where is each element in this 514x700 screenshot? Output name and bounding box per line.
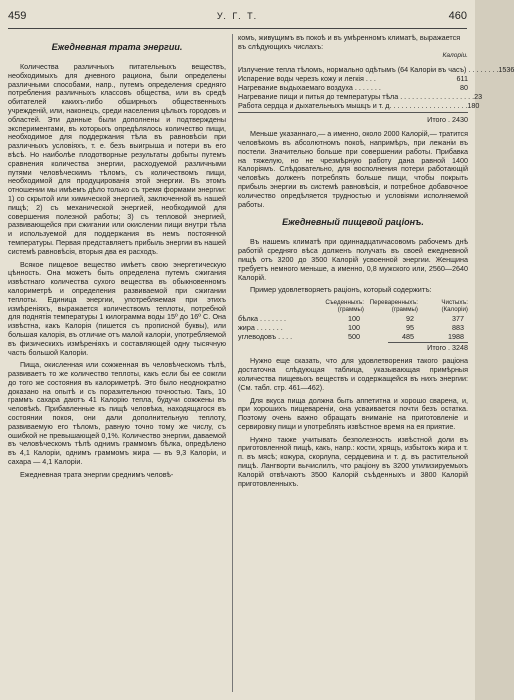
page-number-right: 460	[448, 10, 467, 22]
right-paragraph-3: Пример удовлетворяетъ рацiонъ, который содержитъ:	[250, 285, 432, 295]
nutrient-digested: 92	[406, 314, 414, 324]
energy-row-label: Нагревание пищи и питья до температуры тѣла . . . . . . . . . . . . . . . . . . .	[238, 91, 475, 101]
nutrient-name: жира . . . . . . .	[238, 322, 283, 332]
energy-row-value: 80	[460, 82, 468, 92]
energy-expenditure-table	[238, 65, 514, 125]
header-rule	[8, 28, 467, 29]
nutrient-digested: 95	[406, 322, 414, 332]
header-eaten: Съеденныхъ: (граммы)	[325, 299, 364, 314]
energy-row-value: 1536	[498, 65, 514, 75]
right-paragraph-4: Нужно еще сказать, что для удовлетворения такого рацiона достаточна слѣдующая таблица, указывающая примѣрныя количества пищевыхъ веществъ и содержащейся въ нихъ энергии: (См. табл. стр. 461—462).	[238, 356, 468, 392]
right-paragraph-6: Нужно также учитывать безполезность извѣстной доли въ приготовленной пищѣ, какъ, напр.: кости, хрящъ, избытокъ жира и т. п. въ мясѣ; кожура, скорлупа, сердцевина и т. д. въ растительной пищѣ. Лангворти вычислилъ, что рацiону въ 3200 утилизируемыхъ Калорій отвѣчаютъ 3500 Калорій съѣденныхъ и 3800 Калорій приготовленныхъ.	[238, 434, 468, 488]
nutrient-calories: 1988	[448, 331, 464, 341]
calories-unit-label: Калоріи.	[442, 51, 468, 59]
energy-row-label: Излучение тепла тѣломъ, нормально одѣтымъ (64 Калоріи въ часъ) . . . . . . . .	[238, 65, 499, 75]
nutrient-digested: 485	[402, 331, 414, 341]
nutrient-name: углеводовъ . . . .	[238, 331, 293, 341]
nutrient-row	[238, 333, 468, 342]
header-calories: Чистыхъ: (Калоріи)	[441, 299, 468, 314]
nutrient-total: Итого . 3248	[427, 342, 468, 352]
right-column	[238, 33, 514, 694]
energy-total-rule	[238, 112, 468, 113]
energy-row-label: Работа сердца и дыхательныхъ мышцъ и т. д. . . . . . . . . . . . . . . . . . . .	[238, 100, 468, 110]
energy-row-value: 23	[474, 91, 483, 101]
energy-row-label: Испарение воды черезъ кожу и легкія . . .	[238, 74, 376, 84]
nutrient-name: бѣлка . . . . . . .	[238, 314, 286, 324]
nutrient-eaten: 500	[348, 331, 360, 341]
page-header	[8, 6, 467, 26]
energy-row	[238, 100, 480, 111]
left-paragraph-1: Количества различныхъ питательныхъ веществъ, необходимыхъ для дневного рациона, были определены различными способами, напр., путемъ определения средняго потребления различныхъ классовъ общества, или въ средѣ обитателей какихъ-либо обширныхъ общественныхъ учрежденій, или, наконецъ, среди населения цѣлыхъ городовъ и областей. Эти данные были дополнены и подтверждены экспериментами, въ которыхъ опредѣлялось количество пищи, необходимое для поддержания тѣла въ равновѣсіи при различныхъ условіяхъ, т. е. безъ выигрыша и потери въ его вѣсѣ. Но наиболѣе плодотворные результаты добыты путемъ сравнения количества энергии, расходуемой различными путями человѣческимъ тѣломъ, съ количествомъ пищи, необходимой для продуцированія этой энергии. Въ этомъ отношении мы имѣемъ дѣло только съ тремя формами энергии: 1) со скрытой или химической энергией, заключенной въ нашей пищѣ; 2) съ механической энергией, необходимой для совершения полезной работы; 3) съ тепловой энергией, развивающейся при сжигании или окислении пищи внутри тѣла и используемой для поддержания въ немъ постоянной температуры. Первая представляетъ прибыль энергии въ нашей системѣ равновѣсія, вторыя два ея расходъ.	[8, 62, 226, 256]
nutrient-table-header	[238, 299, 468, 313]
left-column	[8, 34, 226, 694]
nutrient-calories: 883	[452, 322, 464, 332]
nutrient-calories: 377	[452, 314, 464, 324]
right-paragraph-2: Въ нашемъ климатѣ при одиннадцатичасовомъ рабочемъ днѣ работій средняго вѣса долженъ получать въ своей ежедневной пищѣ отъ 3200 до 3500 Калорій усвоенной энергии. Женщина требуетъ немного меньше, а именно, 0,8 мужского или, 2560—2640 Калорій.	[238, 237, 468, 282]
left-paragraph-3: Пища, окисленная или сожженная въ человѣческомъ тѣлѣ, развиваетъ то же количество теплоты, какъ если бы ее сожгли до того же состояния въ калориметрѣ. Это было неоднократно доказано на опытѣ и съ поразительною точностью. Такъ, 10 граммъ сахара даютъ 41 Калорію тепла, будучи сожжены въ человѣкѣ. Прибавленные къ пищѣ человѣка, находящагося въ состоянии покоя, они дали дополнительную теплоту, развиваемую его тѣломъ, равную точно тому же числу, съ ошибкой не превышающей 0,1%. Количество энергии, даваемой въ человѣческомъ тѣлѣ однимъ граммомъ бѣлка, опредѣлено въ 4,1 Калоріи, однимъ граммомъ жира — въ 9,3 Калоріи, и сахара — 4,1 Калоріи.	[8, 360, 226, 467]
section-title-energy: Ежедневная трата энергии.	[51, 42, 183, 52]
nutrient-eaten: 100	[348, 314, 360, 324]
energy-row-label: Нагревание выдыхаемаго воздуха . . . . . . .	[238, 82, 381, 92]
energy-row-value: 180	[467, 100, 480, 110]
energy-row-value: 611	[456, 74, 468, 84]
right-paragraph-5: Для вкуса пища должна быть аппетитна и хорошо сварена, и, при хорошихъ пищевареніи, она усваивается почти безъ остатка. Поэтому очень важно обращать вниманіе на приготовленіе и сервировку пищи и употреблять извѣстное время на ея приятие.	[238, 395, 468, 431]
energy-total: Итого . 2430	[427, 115, 468, 125]
left-paragraph-2: Всякое пищевое вещество имѣетъ свою энергетическую цѣнность. Она можетъ быть определена путемъ сжигания извѣстнаго количества сухого вещества въ обыкновенномъ калориметрѣ и определения развиваемой при сжигании теплоты. Единица энергии, употребляемая при этихъ измѣреніяхъ, выражается количествомъ теплоты, потребной для поднятія температуры 1 килограмма воды 15º до 16º С. Она извѣстна, какъ Калорія (пишется съ прописной буквы), или большая калорія, въ отличие отъ малой калоріи, употребляемой въ физическихъ измѣреніяхъ и составляющей одну тысячную часть большой Калоріи.	[8, 259, 226, 357]
section-title-ration: Ежедневный пищевой рацiонъ.	[282, 217, 424, 228]
left-paragraph-4: Ежедневная трата энергии среднимъ человѣ-	[20, 469, 174, 479]
right-continuation-text: комъ, живущимъ въ покоѣ и въ умѣренномъ климатѣ, выражается въ слѣдующихъ числахъ:	[238, 33, 461, 51]
column-divider	[232, 34, 233, 692]
nutrient-table	[238, 299, 468, 352]
header-digested: Переваренныхъ: (граммы)	[369, 299, 418, 314]
nutrient-eaten: 100	[348, 322, 360, 332]
running-title: У. Г. Т.	[216, 11, 259, 21]
right-paragraph-1: Меньше указаннаго,— а именно, около 2000 Калорій,— тратится человѣкомъ въ абсолютномъ покоѣ, напримѣръ, при лежаніи въ постели. Значительно больше при совершении работы. Прибавка на тяжелую, но не чрезмѣрную работу дана равной 1400 Калоріямъ. Слѣдовательно, для восполнения потери работающій человѣкъ долженъ потреблять больше пищи, чтобы покрыть прибыль энергии въ системѣ равновѣсія, и потребное добавочное количество опредѣляется трудностью и условіями исполняемой работы.	[238, 129, 468, 209]
page-number-left: 459	[8, 10, 27, 22]
